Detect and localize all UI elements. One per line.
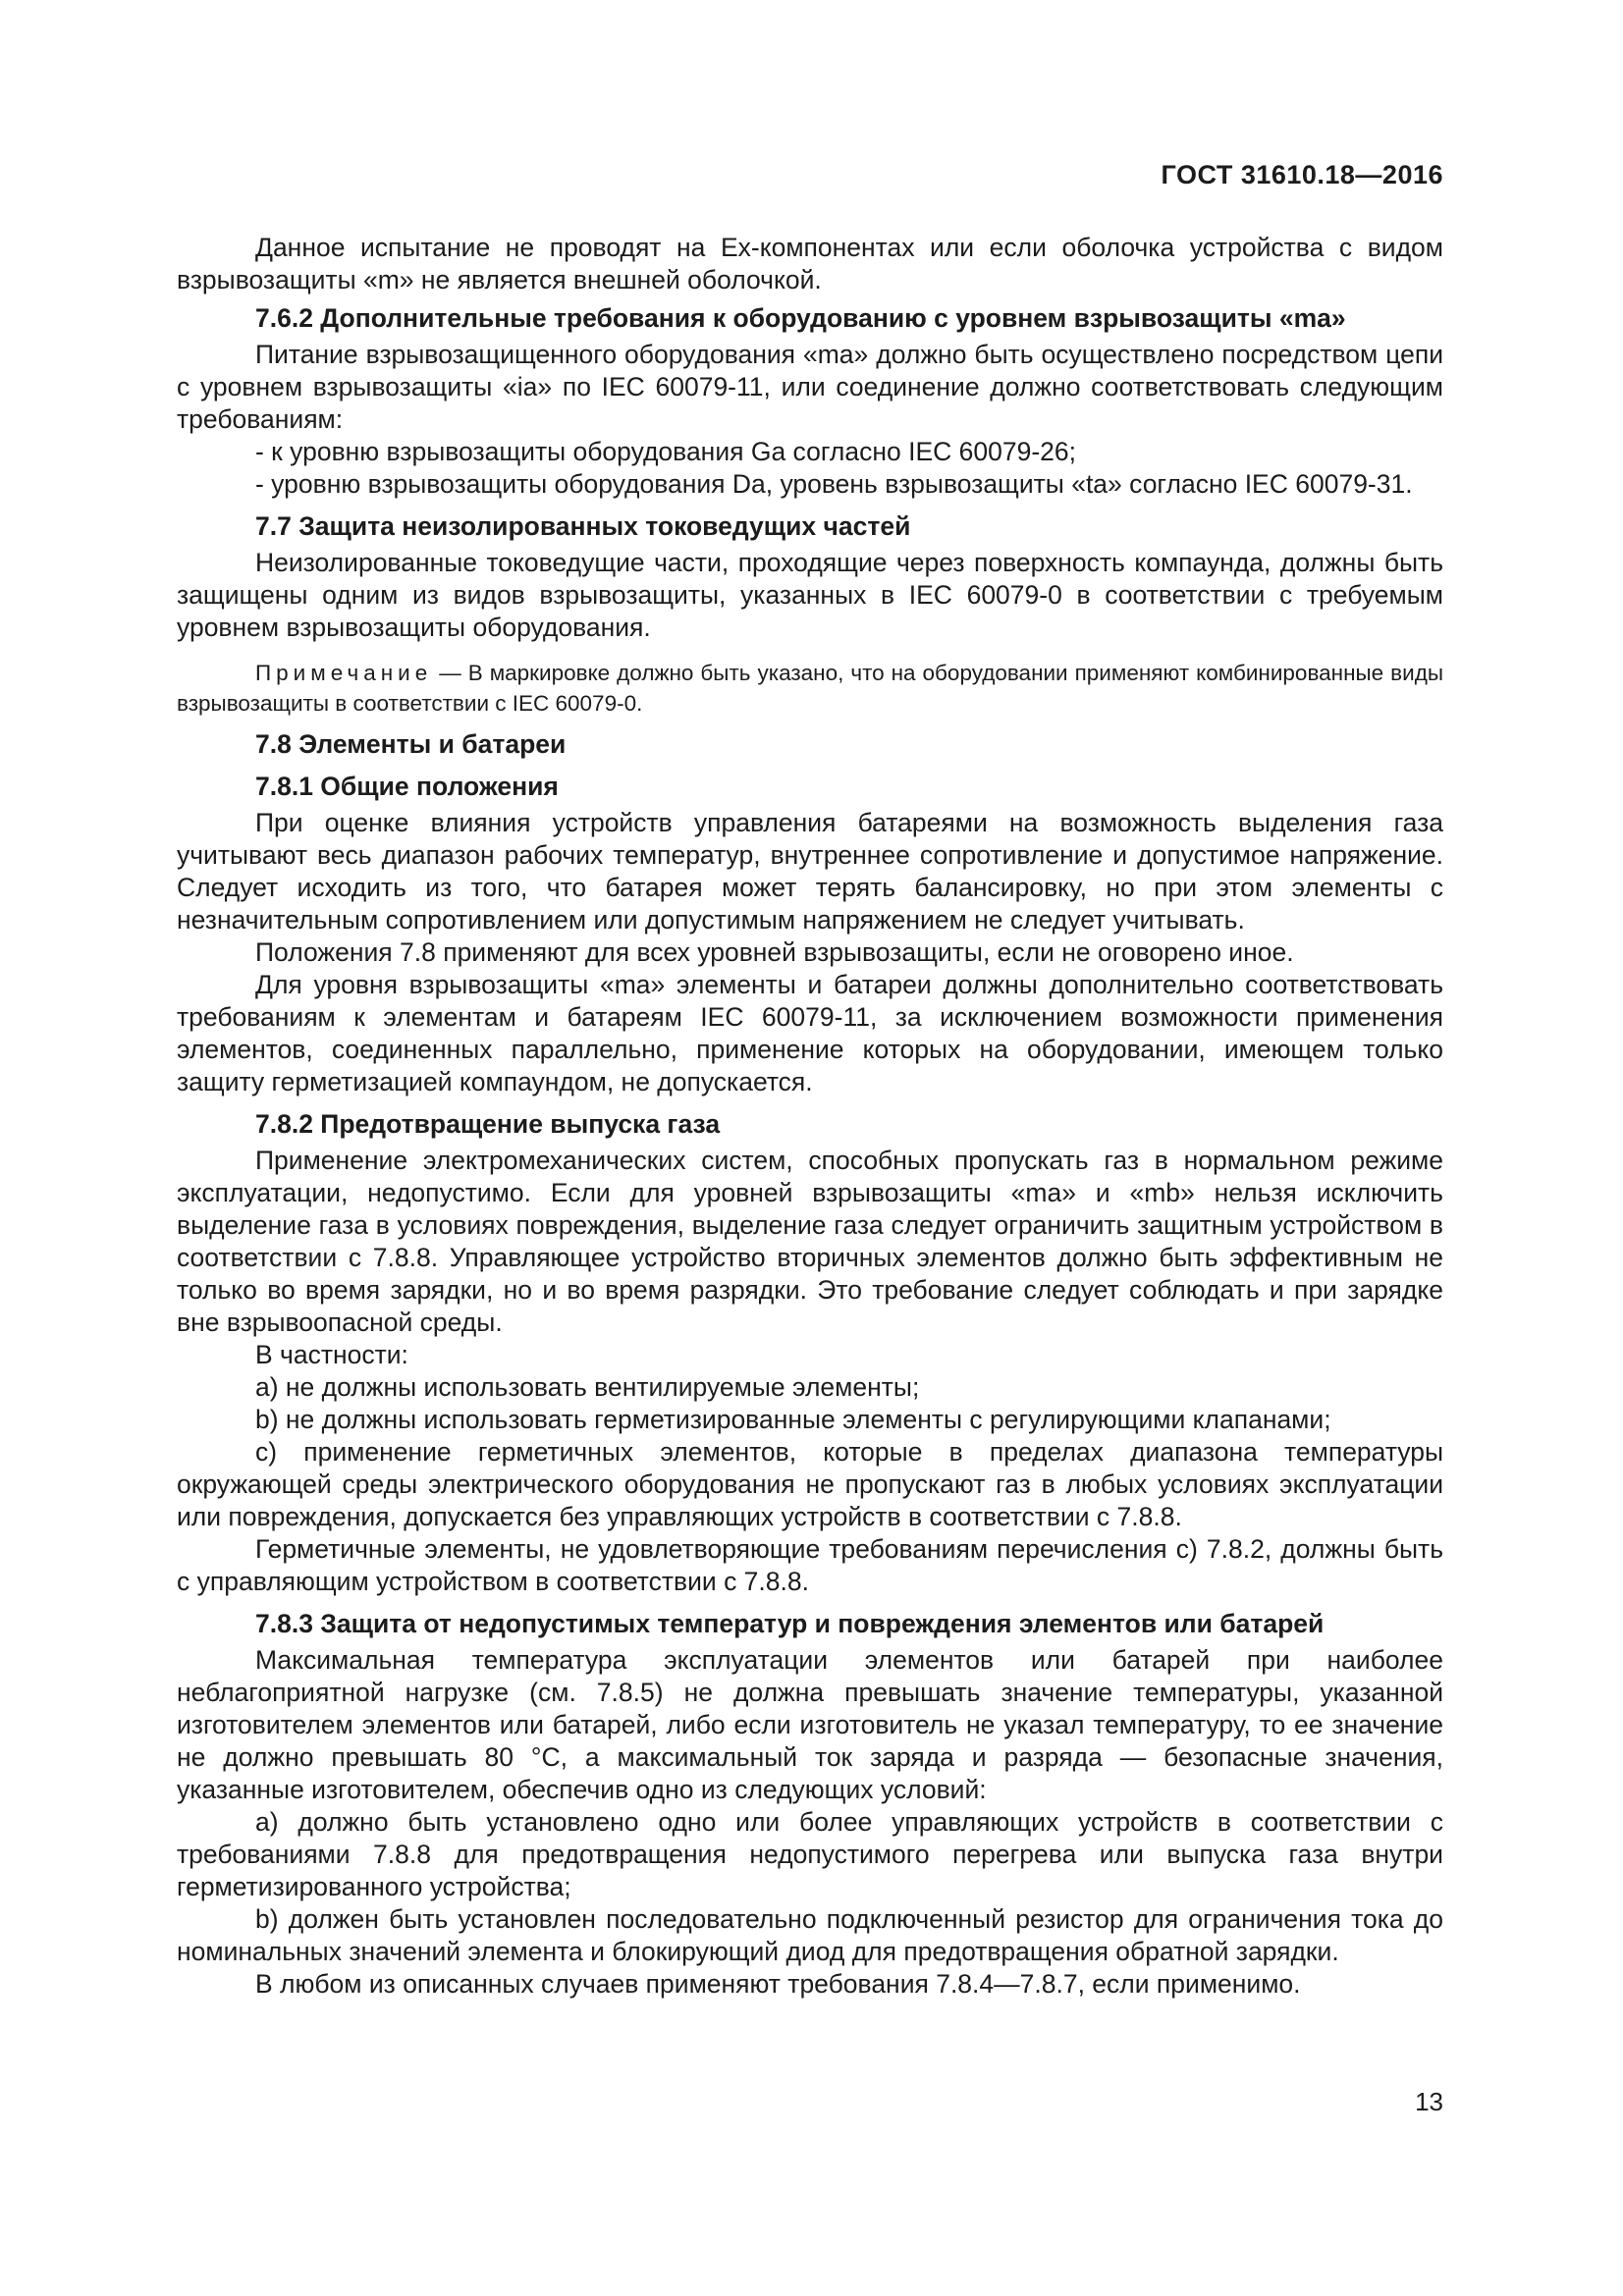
note-label: Примечание — [255, 661, 433, 685]
section-heading: 7.8 Элементы и батареи — [255, 729, 567, 759]
page-number: 13 — [1415, 2087, 1443, 2116]
paragraph: В любом из описанных случаев применяют требования 7.8.4—7.8.7, если применимо. — [255, 1969, 1301, 1999]
section-heading: 7.8.3 Защита от недопустимых температур и повреждения элементов или батарей — [255, 1609, 1325, 1638]
list-item: b) должен быть установлен последовательно подключенный резистор для ограничения тока до номинальных значений элемента и блокирующий диод для предотвращения обратной зарядки. — [177, 1904, 1443, 1966]
section-heading: 7.8.1 Общие положения — [255, 772, 559, 801]
list-item: c) применение герметичных элементов, которые в пределах диапазона температуры окружающей среды электрического оборудования не пропускают газ в любых условиях эксплуатации или повреждения, допускается без управляющих устройств в соответствии с 7.8.8. — [177, 1437, 1443, 1531]
paragraph: Герметичные элементы, не удовлетворяющие требованиям перечисления c) 7.8.2, должны быть с управляющим устройством в соответствии с 7.8.8. — [177, 1534, 1443, 1596]
document-body — [177, 232, 1443, 2001]
paragraph: Данное испытание не проводят на Ex-компонентах или если оболочка устройства с видом взрывозащиты «m» не является внешней оболочкой. — [177, 233, 1443, 294]
section-heading: 7.7 Защита неизолированных токоведущих частей — [255, 511, 911, 541]
list-item: b) не должны использовать герметизированные элементы с регулирующими клапанами; — [255, 1405, 1331, 1434]
list-item: - уровню взрывозащиты оборудования Da, уровень взрывозащиты «ta» согласно IEC 60079-31. — [255, 469, 1413, 499]
document-header: ГОСТ 31610.18—2016 — [1161, 160, 1443, 189]
paragraph: Положения 7.8 применяют для всех уровней взрывозащиты, если не оговорено иное. — [255, 937, 1294, 967]
section-heading: 7.6.2 Дополнительные требования к оборудованию с уровнем взрывозащиты «ma» — [255, 303, 1346, 333]
note-text: — В маркировке должно быть указано, что на оборудовании применяют комбинированные виды взрывозащиты в соответствии с IEC 60079-0. — [177, 661, 1443, 716]
note — [177, 658, 1443, 719]
paragraph: Применение электромеханических систем, способных пропускать газ в нормальном режиме эксплуатации, недопустимо. Если для уровней взрывозащиты «ma» и «mb» нельзя исключить выделение газа в условиях повреждения, выделение газа следует ограничить защитным устройством в соответствии с 7.8.8. Управляющее устройство вторичных элементов должно быть эффективным не только во время зарядки, но и во время разрядки. Это требование следует соблюдать и при зарядке вне взрывоопасной среды. — [177, 1146, 1443, 1337]
paragraph: Питание взрывозащищенного оборудования «ma» должно быть осуществлено посредством цепи с уровнем взрывозащиты «ia» по IEC 60079-11, или соединение должно соответствовать следующим требованиям: — [177, 340, 1443, 434]
paragraph: Неизолированные токоведущие части, проходящие через поверхность компаунда, должны быть защищены одним из видов взрывозащиты, указанных в IEC 60079-0 в соответствии с требуемым уровнем взрывозащиты оборудования. — [177, 548, 1443, 642]
list-item: a) не должны использовать вентилируемые элементы; — [255, 1372, 920, 1402]
paragraph: Максимальная температура эксплуатации элементов или батарей при наиболее неблагоприятной нагрузке (см. 7.8.5) не должна превышать значение температуры, указанной изготовителем элементов или батарей, либо если изготовитель не указал температуру, то ее значение не должно превышать 80 °C, а максимальный ток заряда и разряда — безопасные значения, указанные изготовителем, обеспечив одно из следующих условий: — [177, 1645, 1443, 1804]
list-item: - к уровню взрывозащиты оборудования Ga согласно IEC 60079-26; — [255, 437, 1076, 466]
paragraph: При оценке влияния устройств управления батареями на возможность выделения газа учитывают весь диапазон рабочих температур, внутреннее сопротивление и допустимое напряжение. Следует исходить из того, что батарея может терять балансировку, но при этом элементы с незначительным сопротивлением или допустимым напряжением не следует учитывать. — [177, 808, 1443, 934]
section-heading: 7.8.2 Предотвращение выпуска газа — [255, 1109, 721, 1139]
list-item: a) должно быть установлено одно или более управляющих устройств в соответствии с требованиями 7.8.8 для предотвращения недопустимого перегрева или выпуска газа внутри герметизированного устройства; — [177, 1807, 1443, 1901]
paragraph: В частности: — [255, 1340, 408, 1369]
paragraph: Для уровня взрывозащиты «ma» элементы и батареи должны дополнительно соответствовать требованиям к элементам и батареям IEC 60079-11, за исключением возможности применения элементов, соединенных параллельно, применение которых на оборудовании, имеющем только защиту герметизацией компаундом, не допускается. — [177, 970, 1443, 1096]
